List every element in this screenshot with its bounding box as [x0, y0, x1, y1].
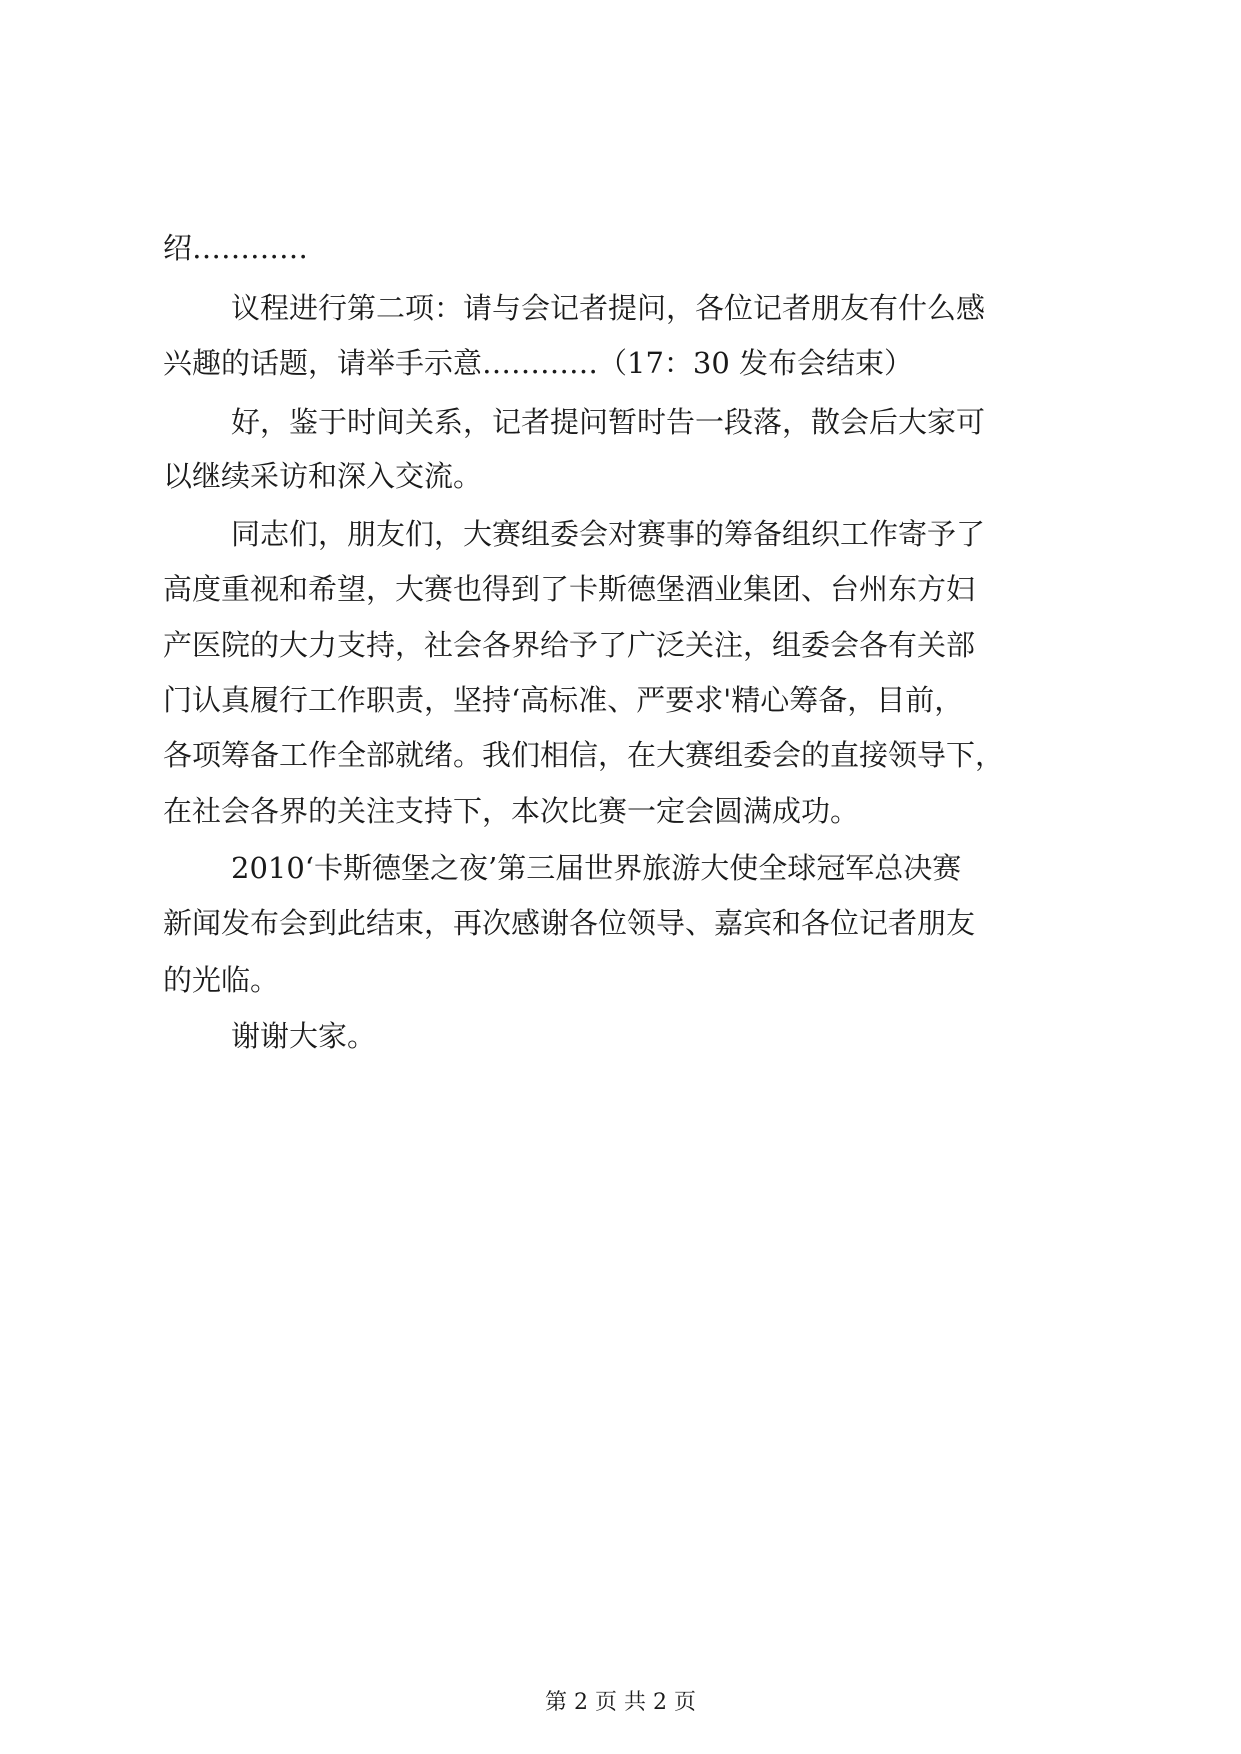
- text-line: 以继续采访和深入交流。: [163, 459, 483, 493]
- text-line: 新闻发布会到此结束，再次感谢各位领导、嘉宾和各位记者朋友: [163, 906, 976, 940]
- text-line: 各项筹备工作全部就绪。我们相信，在大赛组委会的直接领导下，: [163, 738, 1005, 772]
- text-line: 绍…………: [163, 231, 309, 265]
- paragraph-start-line: 议程进行第二项：请与会记者提问，各位记者朋友有什么感: [231, 291, 986, 325]
- paragraph-start-line: 同志们，朋友们，大赛组委会对赛事的筹备组织工作寄予了: [231, 517, 986, 551]
- text-line: 在社会各界的关注支持下，本次比赛一定会圆满成功。: [163, 794, 860, 828]
- text-line: 产医院的大力支持，社会各界给予了广泛关注，组委会各有关部: [163, 628, 976, 662]
- paragraph-start-line: 好，鉴于时间关系，记者提问暂时告一段落，散会后大家可: [231, 405, 986, 439]
- page-number-footer: 第 2 页 共 2 页: [545, 1690, 696, 1715]
- text-line: 高度重视和希望，大赛也得到了卡斯德堡酒业集团、台州东方妇: [163, 572, 976, 606]
- text-line: 的光临。: [163, 963, 280, 997]
- text-line: 门认真履行工作职责，坚持‘高标准、严要求'精心筹备，目前，: [163, 683, 964, 717]
- text-line: 兴趣的话题，请举手示意…………（17：30 发布会结束）: [163, 346, 914, 380]
- paragraph-start-line: 谢谢大家。: [231, 1019, 377, 1053]
- paragraph-start-line: 2010‘卡斯德堡之夜’第三届世界旅游大使全球冠军总决赛: [231, 851, 962, 885]
